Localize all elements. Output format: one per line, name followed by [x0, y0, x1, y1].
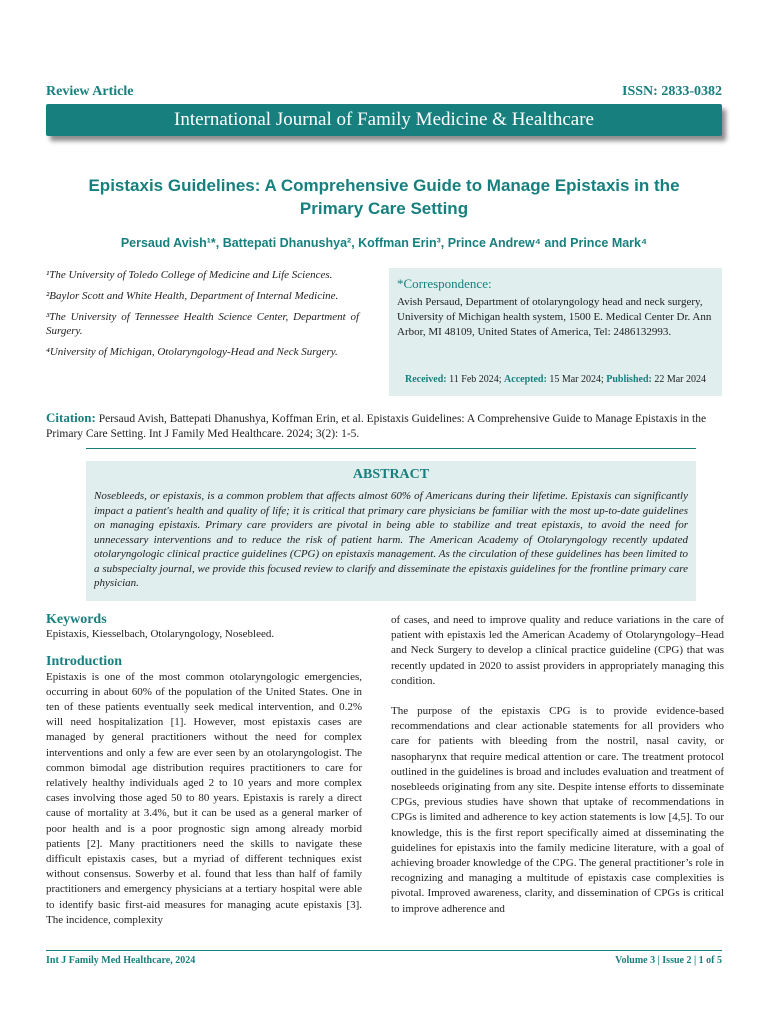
- correspondence-text: Avish Persaud, Department of otolaryngology head and neck surgery, University of Michigan health system, 1500 E. Medical Center Dr. Ann Arbor, MI 48109, United States of America, Tel: 2486132993.: [397, 296, 712, 338]
- published-label: Published:: [606, 374, 652, 385]
- footer-divider: [46, 950, 722, 951]
- abstract-text: Nosebleeds, or epistaxis, is a common problem that affects almost 60% of Americans during their lifetime. Epistaxis can significantly impact a patient's health and quality of life; it is critical that primary care physicians be familiar with the most up-to-date guidelines on managing epistaxis. Primary care providers are pivotal in being able to stabilize and treat epistaxis, to avoid the need for unnecessary interventions and to reduce the risk of patient harm. The American Academy of Otolaryngology recently updated otolaryngologic clinical practice guidelines (CPG) on epistaxis management. As the circulation of these guidelines has been limited to a subspecialty journal, we provide this focused review to clarify and disseminate the epistaxis guidelines for the frontline primary care physician.: [94, 490, 688, 589]
- header-row: [46, 84, 722, 102]
- author-list: Persaud Avish¹*, Battepati Dhanushya², Koffman Erin³, Prince Andrew⁴ and Prince Mark⁴: [120, 236, 648, 250]
- affiliation-3: ³The University of Tennessee Health Science Center, Department of Surgery.: [46, 311, 359, 337]
- accepted-label: Accepted:: [504, 374, 547, 385]
- affiliation-1: ¹The University of Toledo College of Medicine and Life Sciences.: [46, 269, 333, 281]
- citation: [46, 410, 722, 442]
- keywords-heading: Keywords: [46, 612, 107, 627]
- left-column: [46, 612, 362, 928]
- published-date: 22 Mar 2024: [654, 374, 707, 385]
- right-column: [391, 613, 724, 917]
- introduction-paragraph-1: Epistaxis is one of the most common otolaryngologic emergencies, occurring in about 60% of the population of the United States. One in ten of these patients eventually seek medical intervention, and 0.2% will need hospitalization [1]. However, most epistaxis cases are managed by general practitioners without the need for complex interventions and only a few are ever seen by an otolaryngologist. The common bimodal age distribution requires practitioners to care for relatively healthy individuals aged 2 to 10 years and more complex cases involving those aged 50 to 80 years. Epistaxis is rarely a direct cause of mortality at 3.4%, but it can be used as a general marker of poor health and is a poor prognostic sign among already morbid patients [2]. Many practitioners need the skills to navigate these difficult epistaxis cases, but a myriad of different techniques exist without consensus. Sowerby et al. found that less than half of family practitioners and emergency physicians at a tertiary hospital were able to identify basic first-aid measures for managing acute epistaxis [3]. The incidence, complexity: [46, 670, 362, 926]
- received-date: 11 Feb 2024;: [449, 374, 502, 385]
- article-type-label: Review Article: [46, 84, 134, 99]
- correspondence-heading: *Correspondence:: [397, 276, 492, 291]
- issn-label: ISSN: 2833-0382: [622, 84, 722, 99]
- introduction-paragraph-1-continued: of cases, and need to improve quality and reduce variations in the care of patient with epistaxis led the American Academy of Otolaryngology–Head and Neck Surgery to develop a clinical practice guideline (CPG) that was recently updated in 2020 to assist providers in appropriately managing this condition.: [391, 614, 724, 687]
- abstract-heading: ABSTRACT: [352, 467, 430, 482]
- accepted-date: 15 Mar 2024;: [549, 374, 604, 385]
- journal-title: International Journal of Family Medicine & Healthcare: [174, 109, 594, 130]
- footer-journal: Int J Family Med Healthcare, 2024: [46, 955, 196, 966]
- publication-dates: [389, 374, 722, 385]
- keywords-text: Epistaxis, Kiesselbach, Otolaryngology, Nosebleed.: [46, 628, 275, 641]
- affiliation-4: ⁴University of Michigan, Otolaryngology-Head and Neck Surgery.: [46, 346, 338, 358]
- journal-banner: [46, 104, 722, 136]
- introduction-heading: Introduction: [46, 654, 122, 670]
- affiliations: [46, 268, 359, 366]
- abstract-box: [86, 461, 696, 601]
- footer-page-info: Volume 3 | Issue 2 | 1 of 5: [615, 955, 722, 966]
- affiliation-2: ²Baylor Scott and White Health, Department of Internal Medicine.: [46, 290, 339, 302]
- introduction-paragraph-2: The purpose of the epistaxis CPG is to provide evidence-based recommendations and clear actionable statements for all providers who care for patients with bleeding from the nostril, nasal cavity, or nasopharynx that require medical attention or care. The treatment protocol outlined in the guidelines is broad and includes evaluation and treatment of nosebleeds originating from any site. Despite intense efforts to disseminate CPGs, previous studies have shown that uptake of recommendations in CPGs is limited and adherence to key action statements is low [4,5]. To our knowledge, this is the first report specifically aimed at disseminating the guidelines for epistaxis into the family medicine literature, with a goal of achieving broader knowledge of the CPG. The general practitioner’s role in recognizing and managing a multitude of epistaxis case complexities is pivotal. Improved awareness, clarity, and dissemination of CPGs is critical to improve adherence and: [391, 705, 724, 915]
- citation-label: Citation:: [46, 410, 96, 425]
- citation-text: Persaud Avish, Battepati Dhanushya, Koffman Erin, et al. Epistaxis Guidelines: A Comprehensive Guide to Manage Epistaxis in the Primary Care Setting. Int J Family Med Healthcare. 2024; 3(2): 1-5.: [46, 413, 707, 440]
- received-label: Received:: [404, 374, 447, 385]
- divider: [86, 448, 696, 449]
- article-title: Epistaxis Guidelines: A Comprehensive Guide to Manage Epistaxis in the Primary Care Setting: [88, 176, 680, 218]
- correspondence-box: [389, 268, 722, 396]
